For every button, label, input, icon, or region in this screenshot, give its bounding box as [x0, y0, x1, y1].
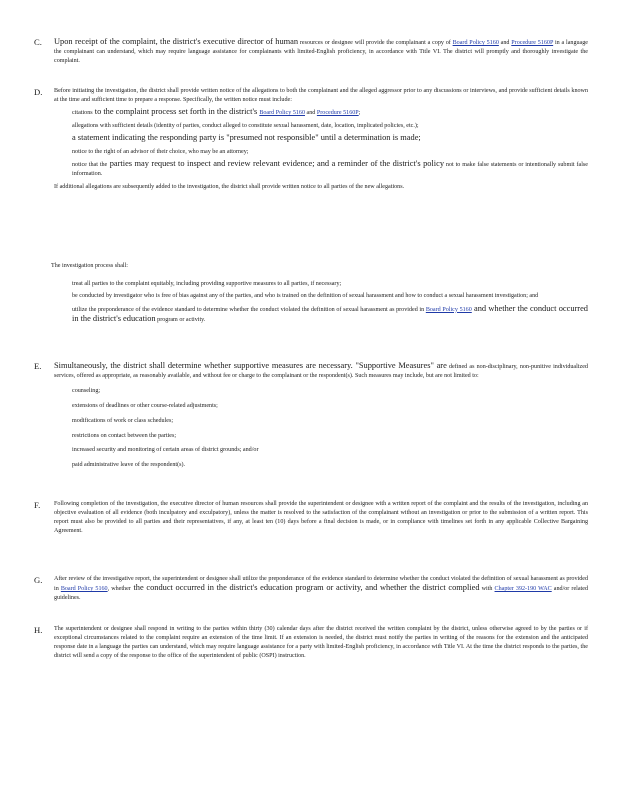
list-item: [54, 432, 588, 441]
section-e-text: defined as non-disciplinary, non-punitive individualized services, offered as appropriate, as reasonably available, and without fee or charge to the complainant or the respondent(s). Such measures may include, but are not limited to:: [54, 364, 588, 379]
section-e-lead: Simultaneously, the district shall determine whether supportive measures are necessary. "Supportive Measures" are: [54, 361, 447, 370]
list-item: [54, 108, 588, 118]
procedure-5160p-link[interactable]: Procedure 5160P: [316, 110, 359, 117]
section-h-body: The superintendent or designee shall respond in writing to the parties within thirty (30) calendar days after the district received the written complaint by the district, unless otherwise agreed to by the parties or if exceptional circumstances related to the complaint require an extension of the time limit. If an extension is needed, the district must notify the parties in writing of the reasons for the extension and the anticipated response date in a language the parties can understand, which may require language assistance for a party with limited-English proficiency, in accordance with Title VI. At the time the district responds to the parties, the district will send a copy of the response to the office of the superintendent of public (OSPI) instruction.: [54, 626, 588, 659]
list-item-text: program or activity.: [155, 316, 206, 323]
section-g-text-2: , whether: [107, 585, 131, 592]
procedure-5160p-link[interactable]: Procedure 5160P: [511, 40, 554, 46]
section-h-label: H.: [34, 625, 43, 635]
section-g-text-4: with: [479, 585, 495, 592]
section-d-label: D.: [34, 87, 43, 97]
section-e: [34, 361, 588, 470]
section-h: [34, 625, 588, 661]
list-item: [54, 134, 588, 144]
board-policy-5160-link[interactable]: Board Policy 5160: [425, 306, 472, 313]
list-item-text: paid administrative leave of the respondent(s).: [72, 462, 186, 469]
section-c-lead: Upon receipt of the complaint, the district's executive director of human: [54, 37, 299, 46]
section-d: [34, 87, 588, 192]
list-item: [54, 292, 588, 301]
list-item-text: a statement indicating the responding party is "presumed not responsible" until a determination is made;: [72, 133, 421, 143]
section-d-intro: Before initiating the investigation, the district shall provide written notice of the allegations to both the complainant and the alleged aggressor prior to any discussions or interviews, and provide sufficient details known at the time and sufficient time to prepare a response. Specifically, the written notice must include:: [54, 88, 588, 103]
list-item-text: increased security and monitoring of certain areas of district grounds; and/or: [72, 447, 259, 454]
section-e-body: [54, 361, 588, 470]
section-c-text-2: and: [498, 40, 512, 46]
list-item-text: notice to the right of an advisor of their choice, who may be an attorney;: [72, 148, 249, 155]
section-d-body: [54, 87, 588, 192]
section-f-body: Following completion of the investigation, the executive director of human resources shall provide the superintendent or designee with a written report of the complaint and the results of the investigation, including an objective evaluation of all evidence (both inculpatory and exculpatory), unless the matter is resolved to the satisfaction of the complainant without an investigation or prior to the submission of a written report. This report must also be provided to all parties and their representatives, if any, at least ten (10) days before a final decision is made, or in compliance with timelines set forth in any applicable Collective Bargaining Agreement.: [54, 501, 588, 534]
section-c: [34, 37, 588, 66]
section-g: [34, 575, 588, 603]
list-item-text: and whether the conduct occurred in the district's education: [72, 303, 588, 323]
list-item-text: modifications of work or class schedules;: [72, 417, 174, 424]
list-item-text: parties may request to inspect and review relevant evidence; and a reminder of the district's policy: [107, 159, 445, 169]
list-item-text: notice that the: [72, 162, 108, 169]
list-item: [54, 160, 588, 179]
list-item: [54, 305, 588, 325]
section-c-text-3: in a language the complainant can understand, which may require language assistance for complainants with limited-English proficiency, in accordance with Title VI. The district will promptly and thoroughly investigate the complaint.: [54, 40, 588, 64]
list-item: [54, 461, 588, 470]
list-item-text: and: [305, 110, 317, 117]
section-g-label: G.: [34, 575, 43, 585]
list-item: [54, 148, 588, 157]
list-item: [54, 446, 588, 455]
section-c-label: C.: [34, 37, 42, 47]
section-c-body: [54, 37, 588, 66]
list-item-text: treat all parties to the complaint equitably, including providing supportive measures to all parties, if necessary;: [72, 280, 342, 287]
section-g-text-1: After review of the investigative report, the superintendent or designee shall utilize the preponderance of the evidence standard to determine whether the conduct violated the definition of sexual harassment as provided in: [54, 576, 588, 592]
section-g-text-5: and/or related guidelines.: [54, 585, 588, 601]
list-item-text: not to make false statements or intentionally submit false information.: [72, 162, 588, 178]
board-policy-5160-link[interactable]: Board Policy 5160: [259, 110, 306, 117]
section-g-text-3: the conduct occurred in the district's education program or activity, and whether the district complied: [130, 582, 480, 592]
section-d-process-body: [54, 280, 588, 325]
list-item-text: ;: [358, 110, 361, 117]
section-c-text-1: resources or designee will provide the complainant a copy of: [298, 40, 453, 46]
section-e-label: E.: [34, 361, 42, 371]
chapter-392-190-wac-link[interactable]: Chapter 392-190 WAC: [494, 585, 552, 592]
section-g-body: [54, 575, 588, 603]
list-item: [54, 387, 588, 396]
list-item-text: utilize the preponderance of the evidence standard to determine whether the conduct violated the definition of sexual harassment as provided in: [72, 306, 426, 313]
section-f-label: F.: [34, 500, 41, 510]
list-item-text: extensions of deadlines or other course-related adjustments;: [72, 402, 218, 409]
board-policy-5160-link[interactable]: Board Policy 5160: [452, 40, 499, 46]
board-policy-5160-link[interactable]: Board Policy 5160: [60, 585, 108, 592]
list-item: [54, 402, 588, 411]
list-item: [54, 122, 588, 131]
list-item-text: to the complaint process set forth in the district's: [92, 107, 260, 117]
section-d-additional: If additional allegations are subsequently added to the investigation, the district shall provide written notice to all parties of the new allegations.: [54, 184, 405, 191]
list-item: [54, 417, 588, 426]
list-item-text: be conducted by investigator who is free of bias against any of the parties, and who is trained on the definition of sexual harassment and how to conduct a sexual harassment investigation; and: [72, 293, 539, 300]
list-item-text: allegations with sufficient details (identity of parties, conduct alleged to constitute sexual harassment, date, location, implicated policies, etc.);: [72, 122, 419, 129]
list-item-text: counseling;: [72, 387, 101, 394]
list-item-text: restrictions on contact between the parties;: [72, 432, 177, 439]
list-item: [54, 280, 588, 289]
section-f: [34, 500, 588, 536]
section-d-process: [34, 276, 588, 324]
list-item-text: citations: [72, 110, 93, 117]
investigation-process-heading: The investigation process shall:: [51, 263, 129, 269]
